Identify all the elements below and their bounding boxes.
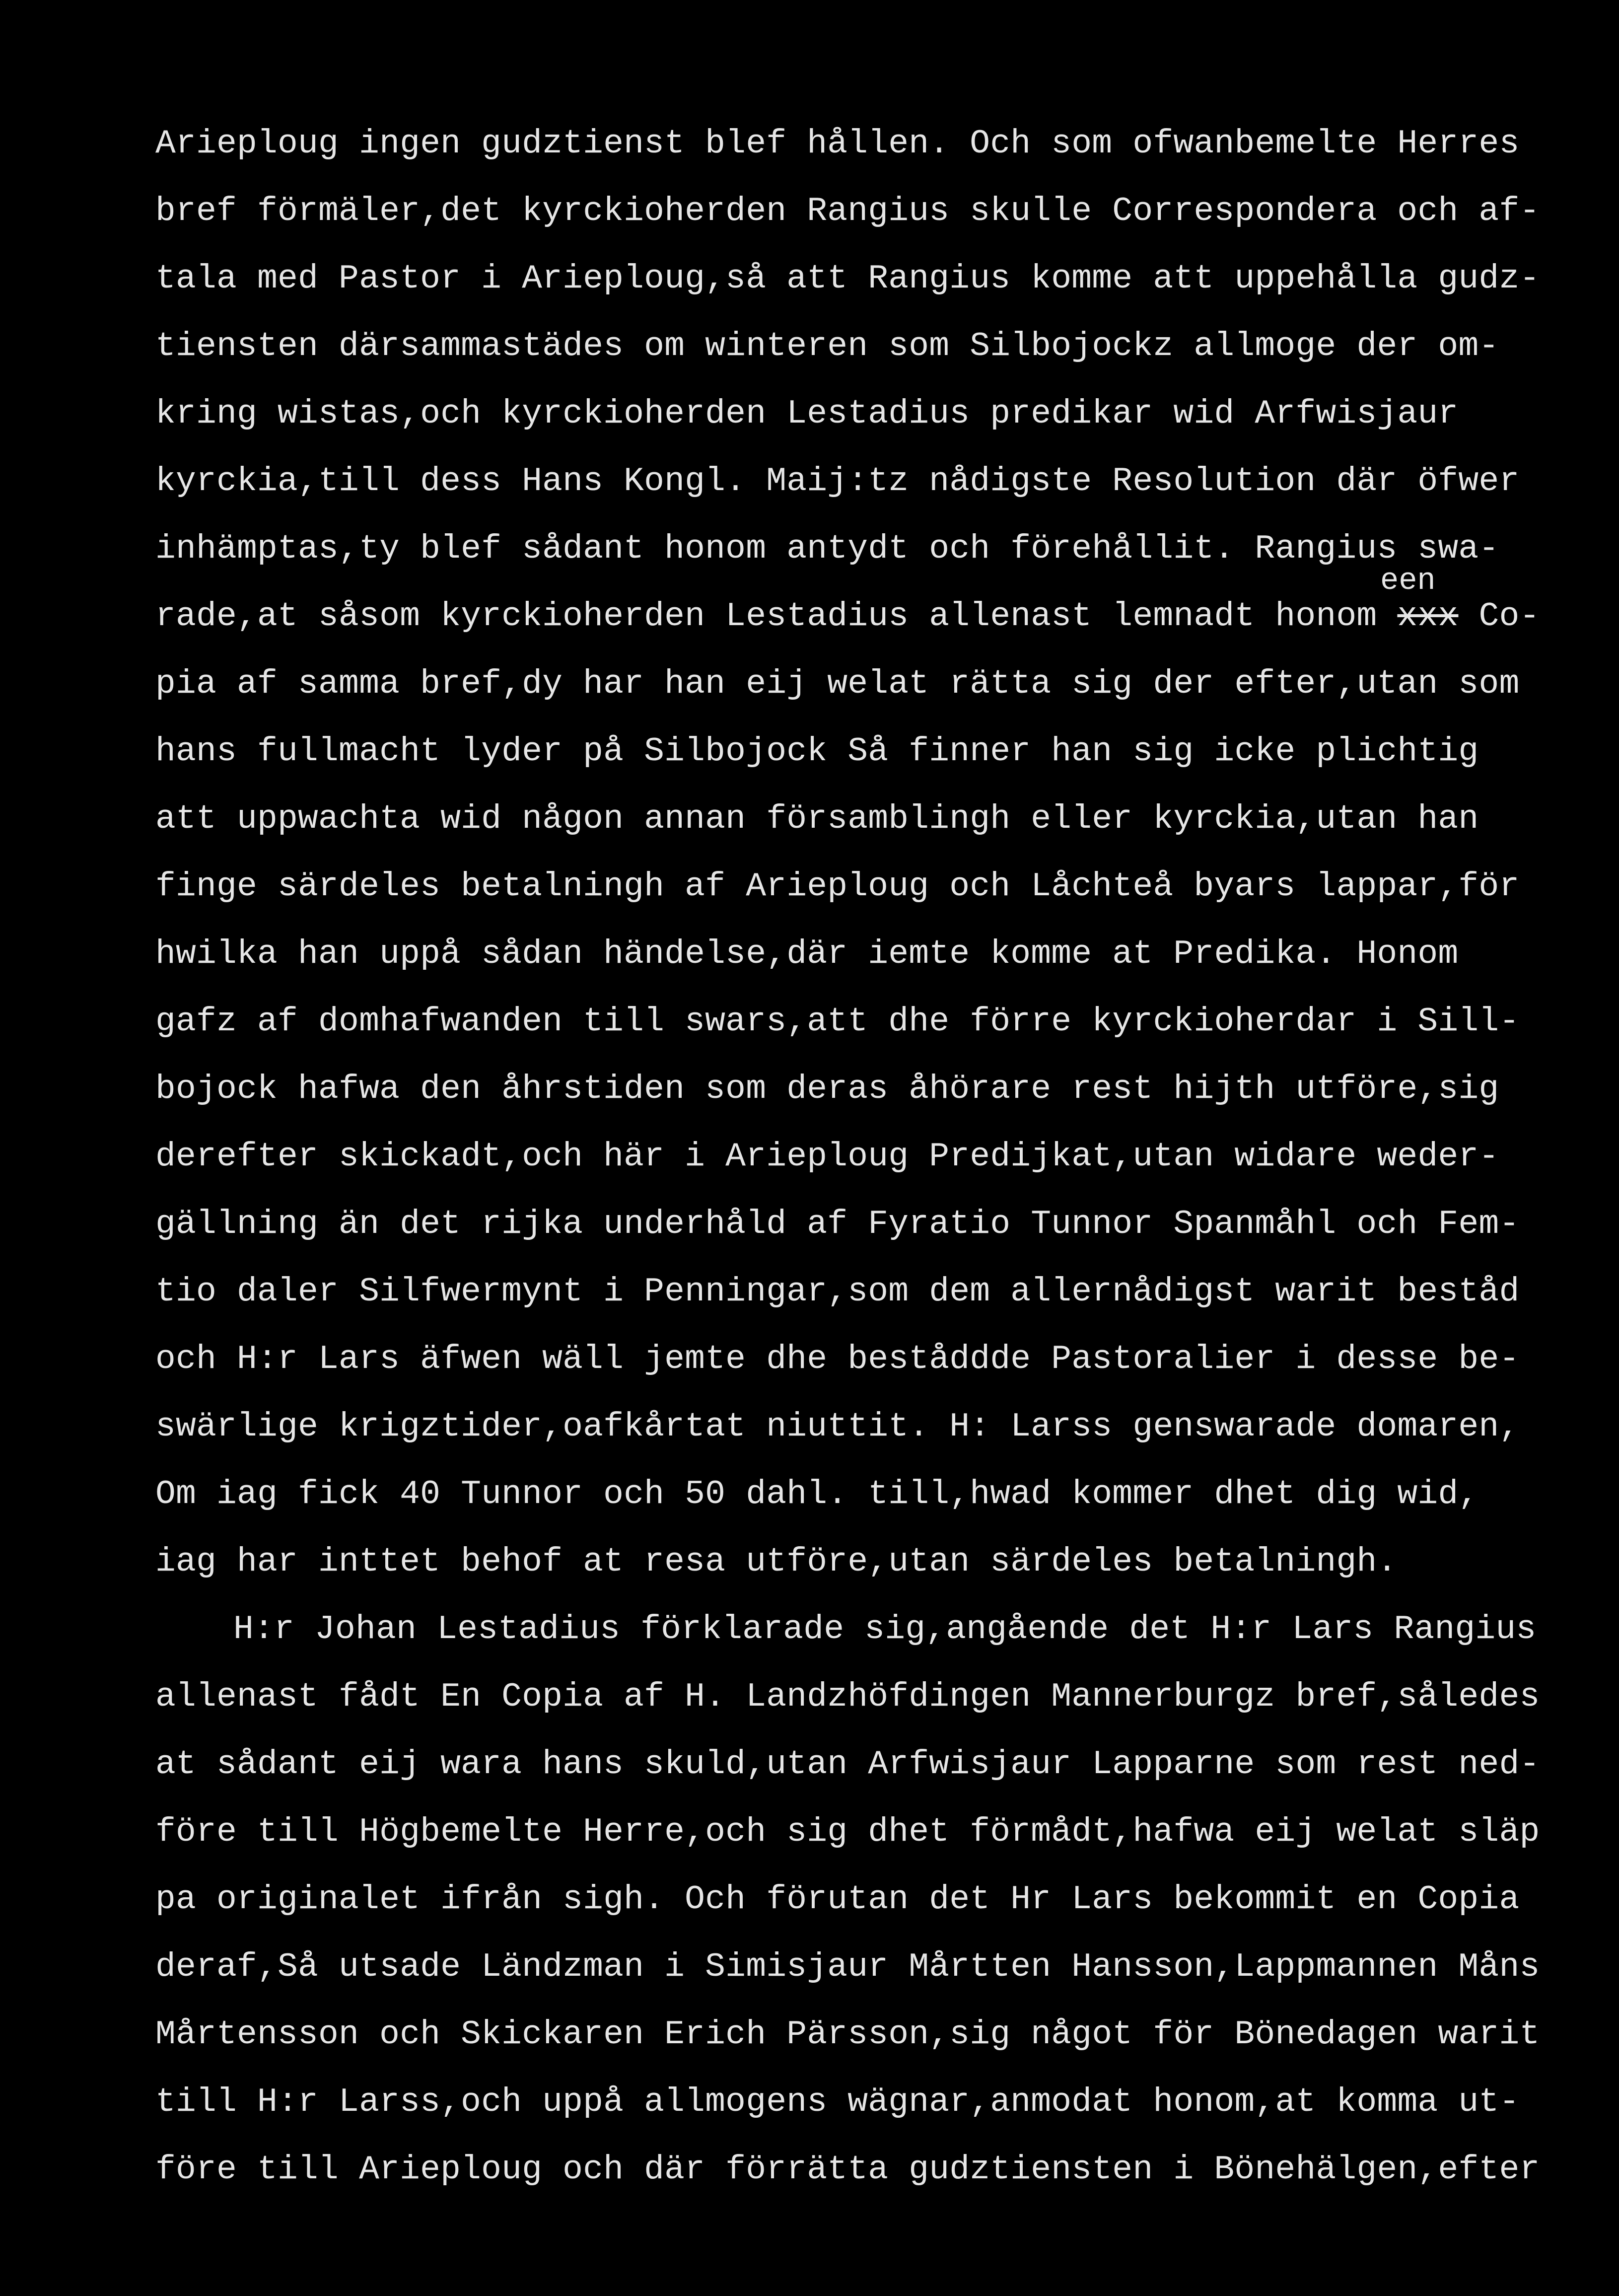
text-line-10: hans fullmacht lyder på Silbojock Så finner han sig icke plichtig [155, 732, 1479, 771]
text-line-6: kyrckia,till dess Hans Kongl. Maij:tz nådigste Resolution där öfwer [155, 462, 1520, 501]
text-line-31: före till Arieploug och där förrätta gudztiensten i Bönehälgen,efter [155, 2151, 1540, 2189]
text-line-5: kring wistas,och kyrckioherden Lestadius predikar wid Arfwisjaur [155, 395, 1459, 433]
text-line-30: till H:r Larss,och uppå allmogens wägnar,anmodat honom,at komma ut- [155, 2083, 1520, 2121]
text-line-13: hwilka han uppå sådan händelse,där iemte komme at Predika. Honom [155, 935, 1459, 973]
text-line-14: gafz af domhafwanden till swars,att dhe förre kyrckioherdar i Sill- [155, 1003, 1520, 1041]
text-line-29: Mårtensson och Skickaren Erich Pärsson,sig något för Bönedagen warit [155, 2015, 1540, 2054]
text-line-8 [155, 597, 1540, 637]
text-line-28: deraf,Så utsade Ländzman i Simisjaur Mårtten Hansson,Lappmannen Måns [155, 1948, 1540, 1986]
text-line-23: H:r Johan Lestadius förklarade sig,angående det H:r Lars Rangius [233, 1610, 1537, 1649]
text-line-27: pa originalet ifrån sigh. Och förutan det Hr Lars bekommit en Copia [155, 1880, 1520, 1919]
text-line-15: bojock hafwa den åhrstiden som deras åhörare rest hijth utföre,sig [155, 1070, 1499, 1108]
text-line-24: allenast fådt En Copia af H. Landzhöfdingen Mannerburgz bref,således [155, 1678, 1540, 1716]
handwritten-insertion: een [1380, 563, 1436, 598]
text-line-7: inhämptas,ty blef sådant honom antydt och förehållit. Rangius swa- [155, 530, 1499, 568]
text-line-16: derefter skickadt,och här i Arieploug Predijkat,utan widare weder- [155, 1138, 1499, 1176]
text-line-1: Arieploug ingen gudztienst blef hållen. Och som ofwanbemelte Herres [155, 125, 1520, 163]
text-line-22: iag har inttet behof at resa utföre,utan särdeles betalningh. [155, 1543, 1398, 1581]
text-line-19: och H:r Lars äfwen wäll jemte dhe beståddde Pastoralier i desse be- [155, 1340, 1520, 1378]
text-line-26: före till Högbemelte Herre,och sig dhet förmådt,hafwa eij welat släp [155, 1813, 1540, 1851]
text-line-2: bref förmäler,det kyrckioherden Rangius skulle Correspondera och af- [155, 192, 1540, 230]
text-line-12: finge särdeles betalningh af Arieploug och Låchteå byars lappar,för [155, 867, 1520, 906]
text-line-20: swärlige krigztider,oafkårtat niuttit. H: Larss genswarade domaren, [155, 1408, 1520, 1446]
text-line-3: tala med Pastor i Arieploug,så att Rangius komme att uppehålla gudz- [155, 260, 1540, 298]
struck-out-text: xxx [1397, 597, 1459, 636]
text-line-11: att uppwachta wid någon annan församblingh eller kyrckia,utan han [155, 800, 1479, 838]
text-line-18: tio daler Silfwermynt i Penningar,som dem allernådigst warit beståd [155, 1273, 1520, 1311]
text-line-21: Om iag fick 40 Tunnor och 50 dahl. till,hwad kommer dhet dig wid, [155, 1475, 1479, 1513]
text-line-8-tail: Co- [1478, 597, 1540, 636]
text-line-4: tiensten därsammastädes om winteren som Silbojockz allmoge der om- [155, 327, 1499, 365]
text-line-8-main: rade,at såsom kyrckioherden Lestadius allenast lemnadt honom [155, 597, 1377, 636]
text-line-17: gällning än det rijka underhåld af Fyratio Tunnor Spanmåhl och Fem- [155, 1205, 1520, 1243]
text-line-9: pia af samma bref,dy har han eij welat rätta sig der efter,utan som [155, 665, 1520, 703]
text-line-25: at sådant eij wara hans skuld,utan Arfwisjaur Lapparne som rest ned- [155, 1745, 1540, 1784]
